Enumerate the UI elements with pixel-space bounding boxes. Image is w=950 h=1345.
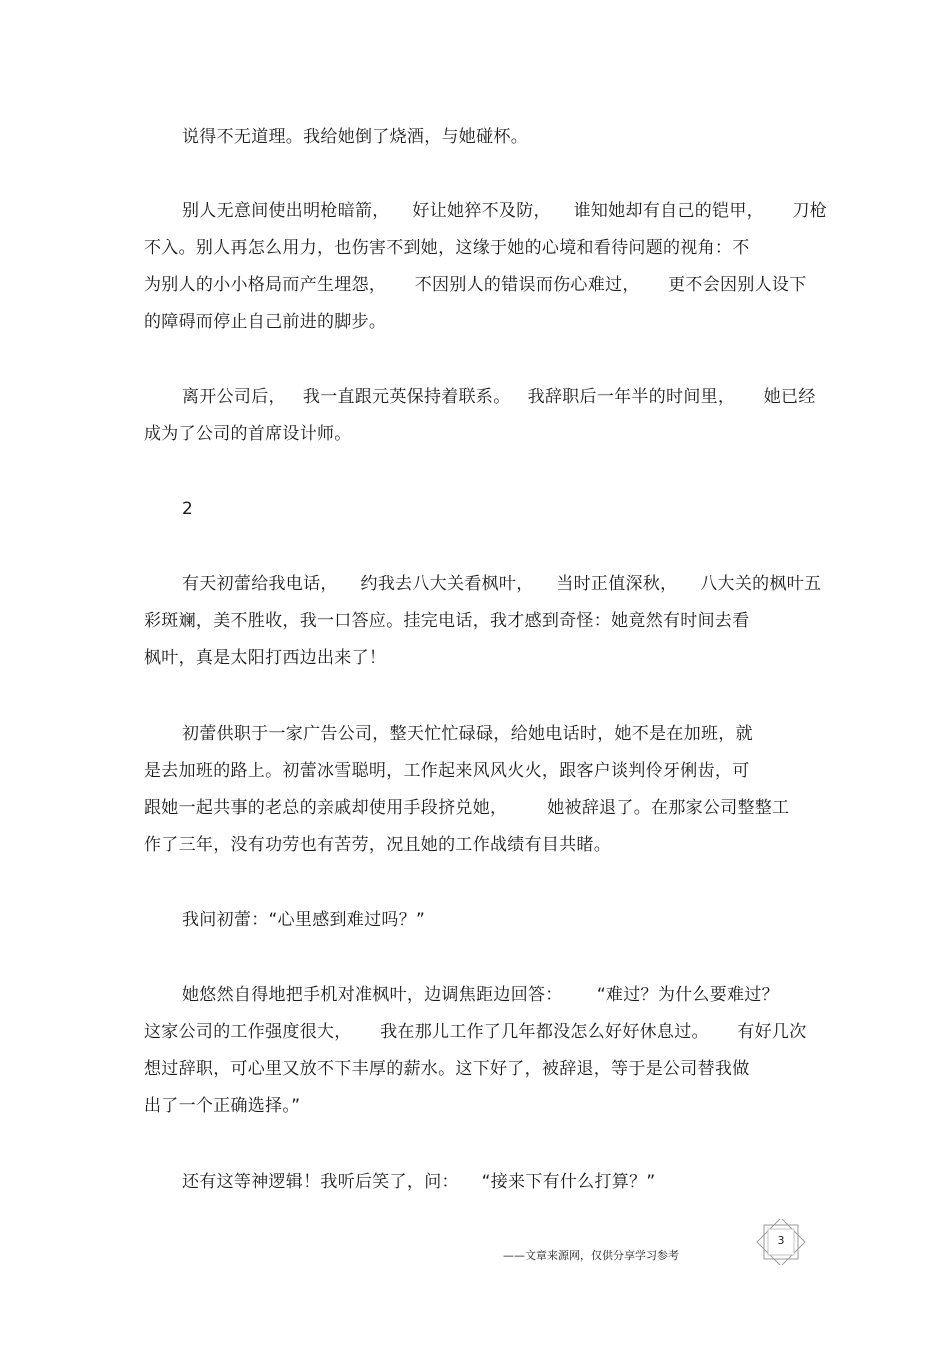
- body-line: 想过辞职，可心里又放不下丰厚的薪水。这下好了，被辞退，等于是公司替我做: [144, 1059, 750, 1079]
- source-note: ——文章来源网，仅供分享学习参考: [503, 1249, 679, 1262]
- body-line: 不入。别人再怎么用力，也伤害不到她，这缘于她的心境和看待问题的视角：不: [144, 238, 750, 258]
- body-line: 跟她一起共事的老总的亲戚却使用手段挤兑她， 她被辞退了。在那家公司整整工: [144, 798, 790, 818]
- page-number: 3: [777, 1234, 785, 1247]
- body-line: 是去加班的路上。初蕾冰雪聪明，工作起来风风火火，跟客户谈判伶牙俐齿，可: [144, 761, 750, 781]
- body-line: 作了三年，没有功劳也有苦劳，况且她的工作战绩有目共睹。: [144, 835, 612, 855]
- body-line: 枫叶，真是太阳打西边出来了！: [144, 648, 387, 668]
- body-line: 她悠然自得地把手机对准枫叶，边调焦距边回答： “难过？为什么要难过？: [182, 985, 779, 1005]
- section-number: 2: [182, 499, 194, 519]
- body-line: 彩斑斓，美不胜收，我一口答应。挂完电话，我才感到奇怪：她竟然有时间去看: [144, 611, 750, 631]
- body-line: 这家公司的工作强度很大， 我在那儿工作了几年都没怎么好好休息过。 有好几次: [144, 1022, 807, 1042]
- page-number-badge: [756, 1219, 806, 1265]
- body-line: 出了一个正确选择。”: [144, 1096, 301, 1116]
- body-line: 为别人的小小格局而产生埋怨， 不因别人的错误而伤心难过， 更不会因别人设下: [144, 275, 807, 295]
- body-line: 说得不无道理。我给她倒了烧酒，与她碰杯。: [182, 127, 528, 147]
- body-line: 的障碍而停止自己前进的脚步。: [144, 312, 387, 332]
- body-line: 别人无意间使出明枪暗箭， 好让她猝不及防， 谁知她却有自己的铠甲， 刀枪: [182, 201, 828, 221]
- body-line: 成为了公司的首席设计师。: [144, 424, 352, 444]
- body-line: 还有这等神逻辑！我听后笑了，问： “接来下有什么打算？”: [182, 1172, 656, 1192]
- body-line: 离开公司后， 我一直跟元英保持着联系。 我辞职后一年半的时间里， 她已经: [182, 387, 816, 407]
- body-line: 我问初蕾：“心里感到难过吗？”: [182, 910, 426, 930]
- body-line: 初蕾供职于一家广告公司，整天忙忙碌碌，给她电话时，她不是在加班，就: [182, 724, 753, 744]
- body-line: 有天初蕾给我电话， 约我去八大关看枫叶， 当时正值深秋， 八大关的枫叶五: [182, 574, 822, 594]
